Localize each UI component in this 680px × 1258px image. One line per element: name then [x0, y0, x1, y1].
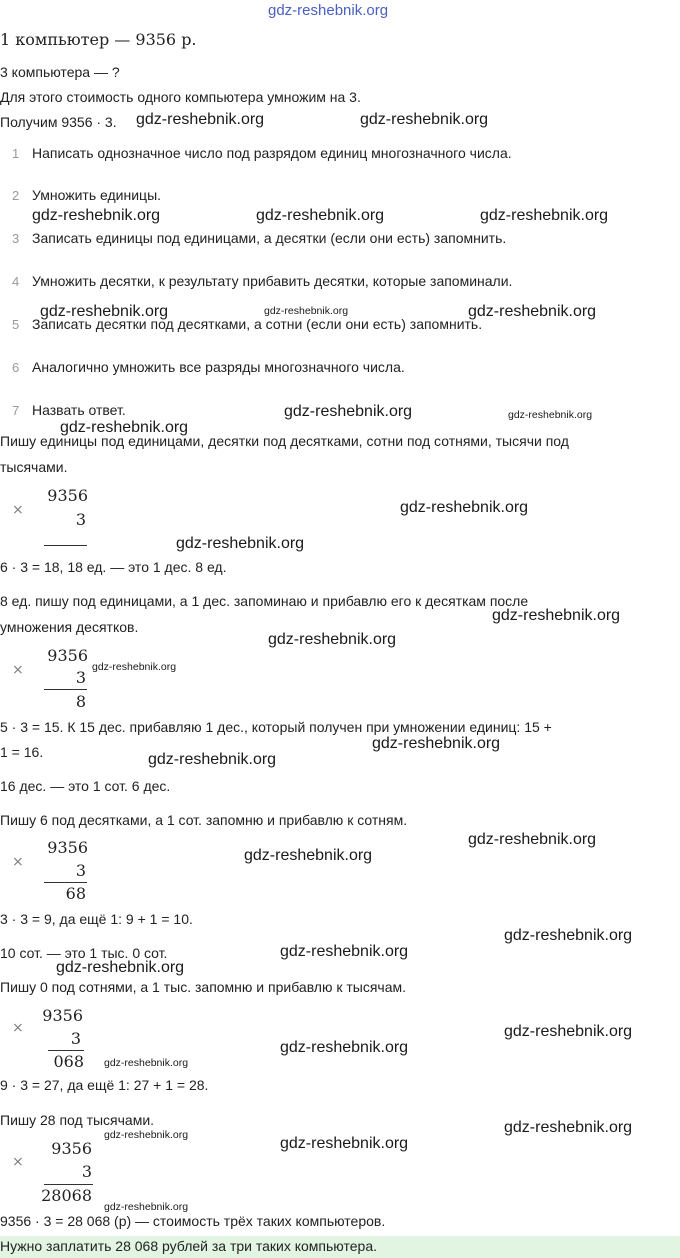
multiplicand: 9356 — [42, 1006, 83, 1025]
partial-result: 68 — [65, 884, 86, 903]
step-text: Аналогично умножить все разряды многозначного числа. — [32, 359, 405, 375]
watermark: gdz-reshebnik.org — [280, 943, 409, 960]
text-line: 16 дес. — это 1 сот. 6 дес. — [0, 778, 171, 794]
result-line — [44, 545, 87, 546]
partial-result: 068 — [53, 1052, 84, 1071]
watermark: gdz-reshebnik.org — [104, 1129, 189, 1141]
times-sign: × — [12, 1020, 24, 1036]
times-sign: × — [12, 502, 24, 518]
multiplier: 3 — [75, 510, 86, 529]
watermark-top: gdz-reshebnik.org — [268, 2, 389, 19]
multiplier: 3 — [75, 668, 86, 687]
intro-line-1: 1 компьютер — 9356 р. — [0, 30, 197, 49]
watermark: gdz-reshebnik.org — [280, 1039, 409, 1056]
text-line: умножения десятков. — [0, 619, 139, 635]
watermark: gdz-reshebnik.org — [148, 751, 277, 768]
step-number: 5 — [12, 317, 20, 332]
watermark: gdz-reshebnik.org — [56, 959, 185, 976]
text-line: 1 = 16. — [0, 744, 44, 760]
intro-line-4: Получим 9356 · 3. — [0, 114, 117, 130]
step-text: Умножить единицы. — [32, 187, 162, 203]
multiplicand: 9356 — [47, 486, 88, 505]
times-sign: × — [12, 1154, 24, 1170]
multiplicand: 9356 — [51, 1139, 92, 1158]
step-number: 1 — [12, 146, 20, 161]
watermark: gdz-reshebnik.org — [504, 1119, 633, 1136]
multiplier: 3 — [70, 1029, 81, 1048]
result-line — [48, 1050, 84, 1051]
watermark: gdz-reshebnik.org — [176, 535, 305, 552]
watermark: gdz-reshebnik.org — [372, 735, 501, 752]
text-line: тысячами. — [0, 459, 68, 475]
watermark: gdz-reshebnik.org — [32, 207, 161, 224]
step-number: 3 — [12, 231, 20, 246]
multiplier: 3 — [81, 1162, 92, 1181]
watermark: gdz-reshebnik.org — [104, 1057, 189, 1069]
text-line: Пишу единицы под единицами, десятки под десятками, сотни под сотнями, тысячи под — [0, 433, 569, 449]
column-multiplication-3 — [0, 836, 100, 906]
result-line — [44, 882, 87, 883]
result-line — [44, 689, 87, 690]
watermark: gdz-reshebnik.org — [468, 831, 597, 848]
watermark: gdz-reshebnik.org — [268, 631, 397, 648]
watermark: gdz-reshebnik.org — [256, 207, 385, 224]
text-line: 9356 · 3 = 28 068 (р) — стоимость трёх таких компьютеров. — [0, 1213, 386, 1229]
intro-line-2: 3 компьютера — ? — [0, 64, 120, 80]
times-sign: × — [12, 854, 24, 870]
multiplicand: 9356 — [47, 646, 88, 665]
text-line: 9 · 3 = 27, да ещё 1: 27 + 1 = 28. — [0, 1077, 209, 1093]
watermark: gdz-reshebnik.org — [400, 499, 529, 516]
step-text: Назвать ответ. — [32, 402, 126, 418]
watermark: gdz-reshebnik.org — [480, 207, 609, 224]
text-line: Пишу 0 под сотнями, а 1 тыс. запомню и прибавлю к тысячам. — [0, 979, 407, 995]
watermark: gdz-reshebnik.org — [92, 661, 177, 673]
text-line: Пишу 6 под десятками, а 1 сот. запомню и прибавлю к сотням. — [0, 812, 408, 828]
step-number: 7 — [12, 403, 20, 418]
watermark: gdz-reshebnik.org — [468, 303, 597, 320]
column-multiplication-5 — [0, 1136, 100, 1208]
watermark: gdz-reshebnik.org — [280, 1135, 409, 1152]
partial-result: 8 — [75, 692, 86, 711]
step-text: Написать однозначное число под разрядом единиц многозначного числа. — [32, 145, 512, 161]
intro-line-3: Для этого стоимость одного компьютера умножим на 3. — [0, 89, 361, 105]
watermark: gdz-reshebnik.org — [508, 409, 593, 421]
step-number: 2 — [12, 188, 20, 203]
watermark: gdz-reshebnik.org — [284, 403, 413, 420]
multiplier: 3 — [75, 861, 86, 880]
multiplicand: 9356 — [47, 838, 88, 857]
text-line: Пишу 28 под тысячами. — [0, 1112, 155, 1128]
watermark: gdz-reshebnik.org — [360, 111, 489, 128]
answer-text: Нужно заплатить 28 068 рублей за три таких компьютера. — [0, 1238, 377, 1254]
watermark: gdz-reshebnik.org — [60, 419, 189, 436]
column-multiplication-1 — [0, 484, 100, 550]
times-sign: × — [12, 662, 24, 678]
text-line: 5 · 3 = 15. К 15 дес. прибавляю 1 дес., который получен при умножении единиц: 15 + — [0, 719, 552, 735]
step-number: 6 — [12, 360, 20, 375]
watermark: gdz-reshebnik.org — [504, 1023, 633, 1040]
step-text: Умножить десятки, к результату прибавить десятки, которые запоминали. — [32, 273, 513, 289]
watermark: gdz-reshebnik.org — [492, 607, 621, 624]
watermark: gdz-reshebnik.org — [264, 305, 349, 317]
watermark: gdz-reshebnik.org — [504, 927, 633, 944]
column-multiplication-2 — [0, 644, 100, 712]
partial-result: 28068 — [41, 1186, 92, 1205]
watermark: gdz-reshebnik.org — [104, 1201, 189, 1213]
text-line: 8 ед. пишу под единицами, а 1 дес. запоминаю и прибавлю его к десяткам после — [0, 593, 529, 609]
text-line: 3 · 3 = 9, да ещё 1: 9 + 1 = 10. — [0, 911, 193, 927]
step-text: Записать единицы под единицами, а десятки (если они есть) запомнить. — [32, 230, 507, 246]
step-number: 4 — [12, 274, 20, 289]
watermark: gdz-reshebnik.org — [40, 303, 169, 320]
text-line: 10 сот. — это 1 тыс. 0 сот. — [0, 945, 168, 961]
watermark: gdz-reshebnik.org — [136, 111, 265, 128]
column-multiplication-4 — [0, 1004, 100, 1074]
text-line: 6 · 3 = 18, 18 ед. — это 1 дес. 8 ед. — [0, 559, 227, 575]
step-text: Записать десятки под десятками, а сотни (если они есть) запомнить. — [32, 316, 483, 332]
watermark: gdz-reshebnik.org — [244, 847, 373, 864]
result-line — [44, 1184, 93, 1185]
